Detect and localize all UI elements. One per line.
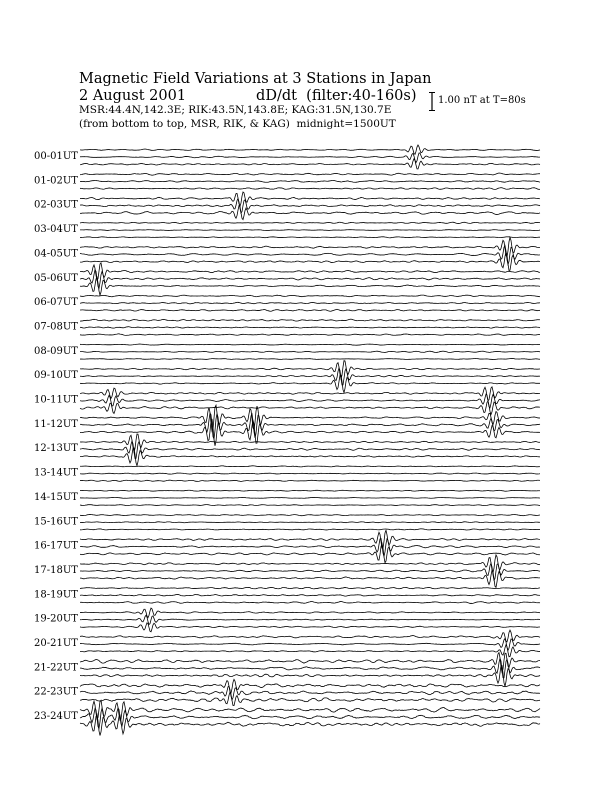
trace-line bbox=[80, 587, 540, 589]
row-label: 04-05UT bbox=[34, 248, 78, 260]
row-label: 08-09UT bbox=[34, 345, 78, 357]
chart-title: Magnetic Field Variations at 3 Stations in Japan bbox=[79, 71, 432, 87]
trace-line bbox=[80, 522, 540, 523]
trace-line bbox=[80, 692, 540, 705]
trace-line bbox=[80, 570, 540, 587]
row-label: 06-07UT bbox=[34, 297, 78, 309]
trace-line bbox=[80, 180, 540, 182]
trace-line bbox=[80, 270, 540, 288]
trace-line bbox=[80, 601, 540, 603]
row-label: 10-11UT bbox=[34, 394, 78, 406]
row-label: 05-06UT bbox=[34, 272, 78, 284]
trace-line bbox=[80, 401, 540, 414]
trace-line bbox=[80, 263, 540, 280]
row-label: 20-21UT bbox=[34, 638, 78, 649]
row-label: 09-10UT bbox=[34, 370, 78, 382]
row-label: 13-14UT bbox=[34, 467, 78, 479]
row-label: 23-24UT bbox=[34, 711, 78, 723]
trace-line bbox=[80, 173, 540, 175]
trace-line bbox=[80, 530, 540, 548]
trace-line bbox=[80, 497, 540, 498]
trace-line bbox=[80, 505, 540, 506]
trace-line bbox=[80, 608, 540, 618]
row-label: 22-23UT bbox=[34, 686, 78, 698]
trace-line bbox=[80, 206, 540, 220]
trace-line bbox=[80, 359, 540, 360]
row-label: 16-17UT bbox=[34, 540, 78, 552]
trace-line bbox=[80, 295, 540, 297]
row-label: 02-03UT bbox=[34, 199, 78, 211]
row-label: 14-15UT bbox=[34, 491, 78, 503]
trace-line bbox=[80, 230, 540, 231]
trace-line bbox=[80, 145, 540, 154]
trace-line bbox=[80, 344, 540, 345]
trace-line bbox=[80, 490, 540, 491]
trace-line bbox=[80, 153, 540, 163]
trace-line bbox=[80, 653, 540, 672]
trace-line bbox=[80, 319, 540, 321]
trace-line bbox=[80, 529, 540, 530]
trace-line bbox=[80, 351, 540, 352]
row-label: 12-13UT bbox=[34, 443, 78, 455]
trace-line bbox=[80, 615, 540, 624]
trace-line bbox=[80, 309, 540, 311]
trace-line bbox=[80, 222, 540, 223]
row-label: 00-01UT bbox=[34, 151, 78, 162]
row-label: 15-16UT bbox=[34, 516, 78, 528]
trace-line bbox=[80, 639, 540, 651]
trace-line bbox=[80, 413, 540, 439]
stations-line: MSR:44.4N,142.3E; RIK:43.5N,143.8E; KAG:31.5N,130.7E bbox=[79, 104, 392, 116]
trace-line bbox=[80, 394, 540, 408]
trace-line bbox=[80, 159, 540, 169]
row-label: 07-08UT bbox=[34, 321, 78, 333]
trace-line bbox=[80, 277, 540, 295]
row-label: 11-12UT bbox=[34, 418, 78, 430]
trace-line bbox=[80, 199, 540, 213]
chart-quantity: dD/dt bbox=[256, 88, 297, 104]
row-label: 21-22UT bbox=[34, 662, 78, 674]
trace-line bbox=[80, 192, 540, 206]
trace-line bbox=[80, 387, 540, 401]
row-label: 03-04UT bbox=[34, 224, 78, 236]
trace-line bbox=[80, 434, 540, 452]
row-label: 01-02UT bbox=[34, 175, 78, 187]
trace-line bbox=[80, 405, 540, 431]
trace-line bbox=[80, 645, 540, 657]
trace-line bbox=[80, 686, 540, 700]
trace-line bbox=[80, 188, 540, 190]
trace-line bbox=[80, 327, 540, 328]
scale-label: 1.00 nT at T=80s bbox=[438, 95, 526, 106]
midnight-note: midnight=1500UT bbox=[296, 118, 396, 130]
trace-line bbox=[80, 375, 540, 392]
row-label: 17-18UT bbox=[34, 564, 78, 576]
row-label: 18-19UT bbox=[34, 589, 78, 601]
trace-line bbox=[80, 448, 540, 466]
trace-line bbox=[80, 473, 540, 474]
trace-line bbox=[80, 334, 540, 336]
trace-line bbox=[80, 466, 540, 467]
chart-filter: (filter:40-160s) bbox=[306, 88, 417, 104]
trace-line bbox=[80, 679, 540, 693]
trace-line bbox=[80, 594, 540, 596]
chart-date: 2 August 2001 bbox=[79, 88, 187, 104]
trace-line bbox=[80, 714, 540, 735]
trace-line bbox=[80, 514, 540, 515]
trace-line bbox=[80, 302, 540, 303]
trace-line bbox=[80, 630, 540, 642]
trace-line bbox=[80, 480, 540, 481]
order-note: (from bottom to top, MSR, RIK, & KAG) bbox=[79, 118, 290, 130]
trace-line bbox=[80, 237, 540, 238]
trace-line bbox=[80, 368, 540, 385]
row-label: 19-20UT bbox=[34, 613, 78, 625]
